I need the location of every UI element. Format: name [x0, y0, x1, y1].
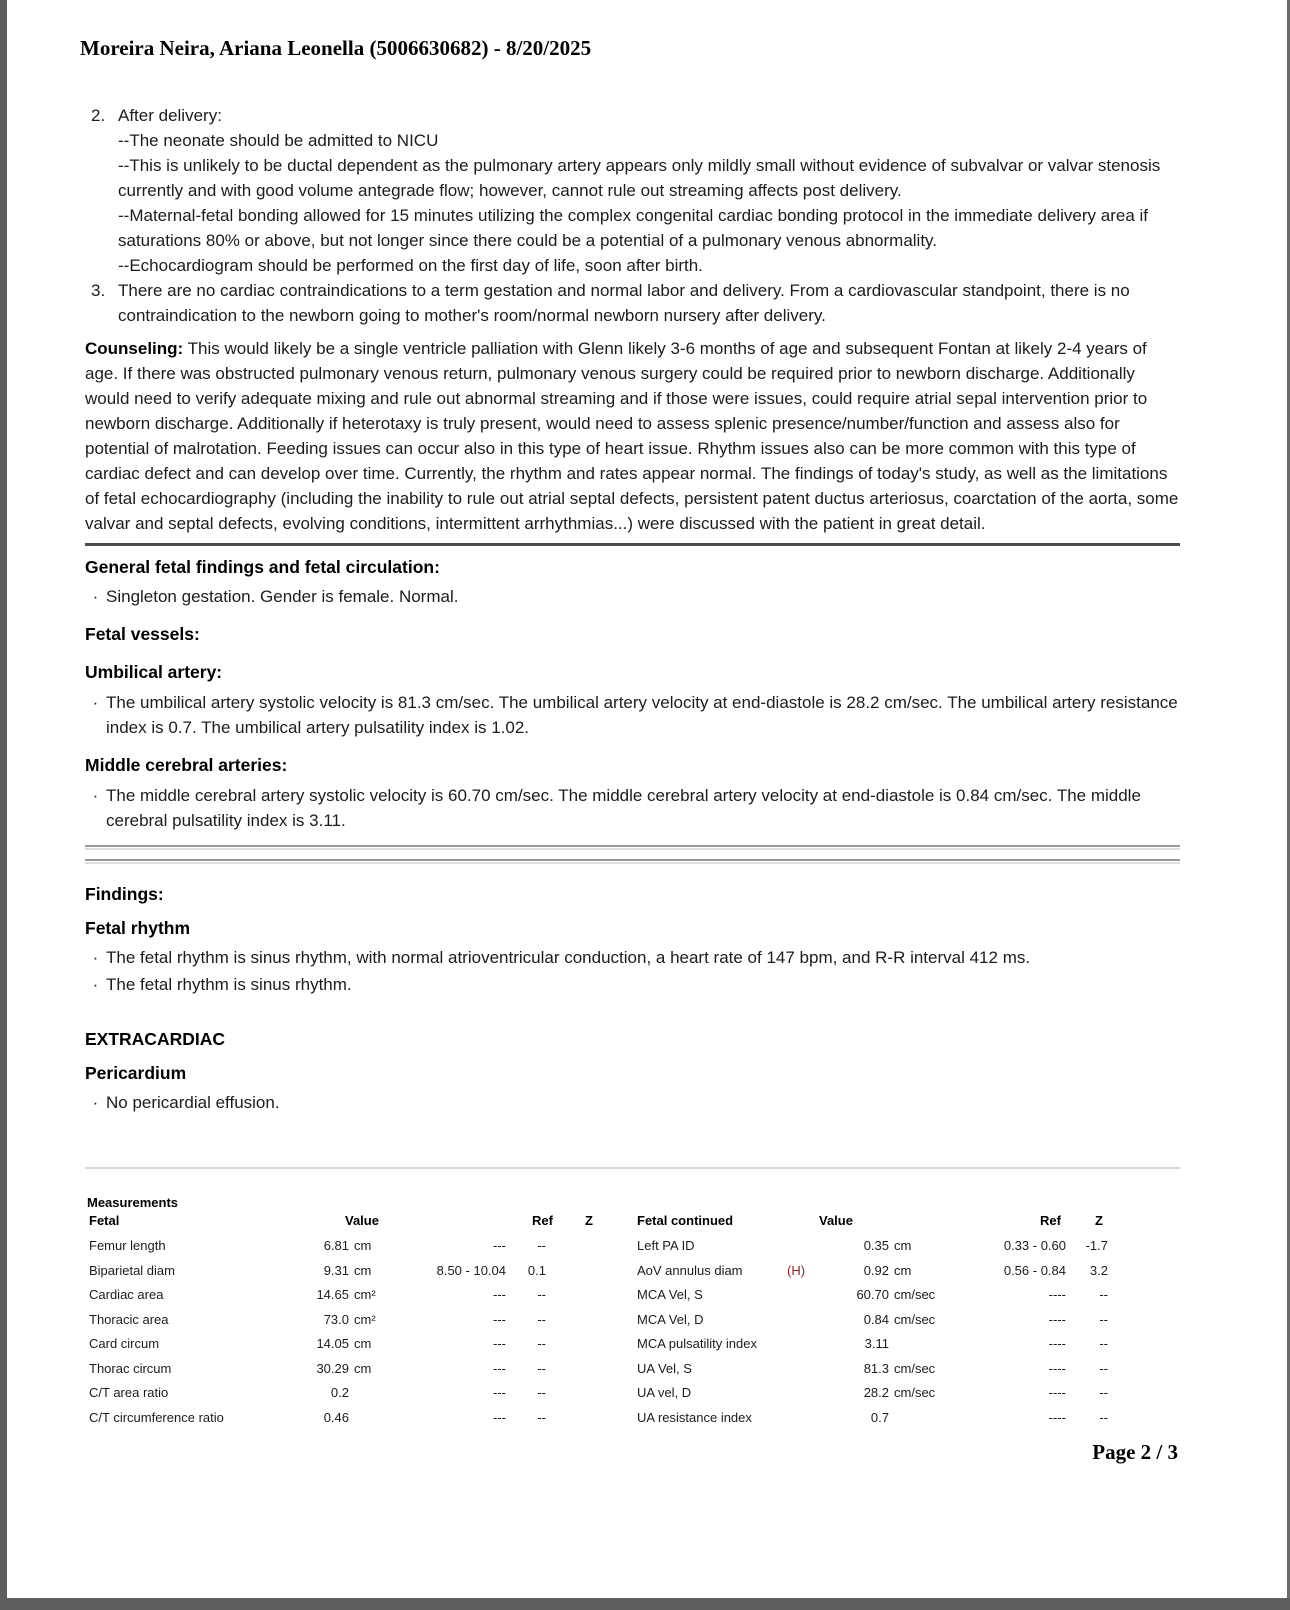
table-header-row [89, 1213, 593, 1238]
measurements-section [85, 1195, 1180, 1434]
measure-z: -- [537, 1385, 546, 1400]
heading-fetal-rhythm: Fetal rhythm [85, 918, 191, 938]
measure-label: AoV annulus diam [637, 1262, 743, 1278]
measure-ref: 8.50 - 10.04 [436, 1262, 506, 1278]
table-row [89, 1385, 559, 1410]
measure-z: -- [1099, 1409, 1108, 1425]
measurements-table-fetal-continued [637, 1213, 1117, 1434]
measure-unit: cm/sec [894, 1311, 936, 1327]
table-row [89, 1361, 559, 1386]
report-body [85, 103, 1180, 1434]
measure-value: 6.81 [323, 1238, 349, 1253]
measure-label: UA resistance index [637, 1409, 752, 1425]
measure-unit: cm/sec [894, 1360, 936, 1376]
measure-z: -- [1099, 1360, 1108, 1376]
table-row [637, 1312, 1117, 1337]
table-row [637, 1385, 1117, 1410]
measure-z: 0.1 [527, 1262, 546, 1278]
measure-z: -- [537, 1238, 546, 1253]
measure-value: 73.0 [323, 1311, 349, 1327]
measure-z: -- [1099, 1287, 1108, 1302]
table-row [89, 1238, 559, 1263]
measure-z: -- [537, 1336, 546, 1351]
measure-value: 28.2 [863, 1385, 889, 1400]
item-number: 3. [91, 281, 106, 300]
col-header-value: Value [345, 1213, 379, 1228]
measure-label: UA vel, D [637, 1385, 692, 1400]
measure-ref: ---- [1048, 1287, 1066, 1302]
numbered-item-3 [85, 278, 1180, 328]
measure-ref: --- [493, 1287, 506, 1302]
measure-label: MCA Vel, D [637, 1311, 704, 1327]
bullet-dot: · [92, 587, 99, 606]
measure-unit: cm [894, 1262, 912, 1278]
measure-label: Cardiac area [89, 1287, 164, 1302]
measure-label: MCA Vel, S [637, 1287, 703, 1302]
bullet-pericardium [85, 1090, 1180, 1115]
heading-fetal-vessels: Fetal vessels: [85, 624, 200, 644]
heading-extracardiac: EXTRACARDIAC [85, 1029, 225, 1049]
measure-label: Femur length [89, 1238, 166, 1253]
measure-value: 81.3 [863, 1360, 889, 1376]
measure-ref: ---- [1048, 1385, 1066, 1400]
bullet-text: No pericardial effusion. [106, 1093, 280, 1112]
table-header-row [637, 1213, 1117, 1238]
measure-ref: 0.33 - 0.60 [1003, 1238, 1066, 1253]
bullet-fetal-rhythm-1 [85, 945, 1180, 970]
table-row [637, 1263, 1117, 1288]
counseling-label: Counseling: [85, 339, 184, 358]
measure-value: 0.2 [330, 1385, 349, 1400]
measure-unit: cm/sec [894, 1385, 936, 1400]
item-subline: --This is unlikely to be ductal dependent as the pulmonary artery appears only mildly small without evidence of subvalvar or valvar stenosis currently and with good volume antegrade flow; however, cannot rule out streaming affects post delivery. [118, 156, 1161, 200]
bullet-text: The middle cerebral artery systolic velocity is 60.70 cm/sec. The middle cerebral artery velocity at end-diastole is 0.84 cm/sec. The middle cerebral pulsatility index is 3.11. [106, 786, 1141, 830]
measure-unit: cm [354, 1262, 372, 1278]
page-number: Page 2 / 3 [1092, 1440, 1178, 1464]
measure-value: 60.70 [856, 1287, 889, 1302]
measure-z: -- [537, 1360, 546, 1376]
heading-findings: Findings: [85, 884, 164, 904]
measure-ref: --- [493, 1311, 506, 1327]
measure-label: MCA pulsatility index [637, 1336, 757, 1351]
measure-value: 9.31 [323, 1262, 349, 1278]
viewer-left-edge [0, 0, 7, 1610]
measure-unit: cm [354, 1336, 372, 1351]
section-divider [85, 543, 1180, 546]
measure-ref: ---- [1048, 1360, 1066, 1376]
bullet-dot: · [92, 1093, 99, 1112]
table-row [89, 1336, 559, 1361]
measure-value: 0.46 [323, 1409, 349, 1425]
measure-label: Card circum [89, 1336, 160, 1351]
measure-label: Left PA ID [637, 1238, 695, 1253]
item-intro: After delivery: [118, 106, 222, 125]
bullet-text: The fetal rhythm is sinus rhythm. [106, 975, 352, 994]
measure-label: UA Vel, S [637, 1360, 692, 1376]
item-body: There are no cardiac contraindications to a term gestation and normal labor and delivery. From a cardiovascular standpoint, there is no contraindication to the newborn going to mother's room/normal newborn nursery after delivery. [118, 281, 1130, 325]
measure-label: Thoracic area [89, 1311, 169, 1327]
bullet-umbilical [85, 690, 1180, 740]
table-row [637, 1410, 1117, 1435]
measure-z: -- [537, 1287, 546, 1302]
table-row [637, 1361, 1117, 1386]
measure-value: 0.92 [863, 1262, 889, 1278]
numbered-item-2 [85, 103, 1180, 278]
measure-value: 30.29 [316, 1360, 349, 1376]
heading-pericardium: Pericardium [85, 1063, 187, 1083]
measure-ref: ---- [1048, 1311, 1066, 1327]
measure-unit: cm/sec [894, 1287, 936, 1302]
measure-z: -- [1099, 1311, 1108, 1327]
measure-ref: --- [493, 1336, 506, 1351]
bullet-fetal-rhythm-2 [85, 972, 1180, 997]
measure-value: 14.65 [316, 1287, 349, 1302]
measure-value: 0.84 [863, 1311, 889, 1327]
measure-label: C/T area ratio [89, 1385, 169, 1400]
bullet-mca [85, 783, 1180, 833]
bullet-dot: · [92, 693, 99, 712]
measure-ref: --- [493, 1360, 506, 1376]
measure-unit: cm [354, 1238, 372, 1253]
measure-z: -- [1099, 1336, 1108, 1351]
measure-unit: cm² [354, 1311, 376, 1327]
measurements-title: Measurements [87, 1195, 179, 1210]
heading-middle-cerebral: Middle cerebral arteries: [85, 755, 288, 775]
table-row [637, 1336, 1117, 1361]
measure-z: -1.7 [1085, 1238, 1108, 1253]
double-divider-2 [85, 859, 1180, 864]
measure-value: 0.7 [870, 1409, 889, 1425]
counseling-paragraph [85, 336, 1180, 536]
bullet-dot: · [92, 948, 99, 967]
table-row [89, 1263, 559, 1288]
bullet-general [85, 584, 1180, 609]
measure-ref: --- [493, 1238, 506, 1253]
col-header-z: Z [585, 1213, 593, 1228]
measure-z: -- [537, 1409, 546, 1425]
measure-value: 14.05 [316, 1336, 349, 1351]
measure-z: -- [1099, 1385, 1108, 1400]
heading-general-findings: General fetal findings and fetal circulation: [85, 557, 440, 577]
measure-label: C/T circumference ratio [89, 1409, 224, 1425]
bullet-dot: · [92, 975, 99, 994]
measurements-table-fetal [89, 1213, 593, 1434]
bullet-text: The fetal rhythm is sinus rhythm, with normal atrioventricular conduction, a heart rate of 147 bpm, and R-R interval 412 ms. [106, 948, 1031, 967]
measure-ref: ---- [1048, 1336, 1066, 1351]
measure-value: 3.11 [864, 1336, 889, 1351]
item-subline: --Maternal-fetal bonding allowed for 15 minutes utilizing the complex congenital cardiac bonding protocol in the immediate delivery area if saturations 80% or above, but not longer since there could be a potential of a pulmonary venous abnormality. [118, 206, 1149, 250]
measure-value: 0.35 [863, 1238, 889, 1253]
col-header-ref: Ref [532, 1213, 553, 1228]
measure-label: Biparietal diam [89, 1262, 175, 1278]
item-subline: --Echocardiogram should be performed on the first day of life, soon after birth. [118, 256, 703, 275]
col-header-value: Value [819, 1213, 853, 1228]
col-header-ref: Ref [1040, 1213, 1061, 1228]
table-row [89, 1287, 559, 1312]
measure-z: -- [537, 1311, 546, 1327]
item-body [118, 103, 1180, 278]
counseling-text: This would likely be a single ventricle palliation with Glenn likely 3-6 months of age and subsequent Fontan at likely 2-4 years of age. If there was obstructed pulmonary venous return, pulmonary venous surgery could be required prior to newborn discharge. Additionally would need to verify adequate mixing and rule out abnormal streaming and if those were issues, could require atrial sepal intervention prior to newborn discharge. Additionally if heterotaxy is truly present, would need to assess splenic presence/number/function and assess also for potential of malrotation. Feeding issues can occur also in this type of heart issue. Rhythm issues also can be more common with this type of cardiac defect and can develop over time. Currently, the rhythm and rates appear normal. The findings of today's study, as well as the limitations of fetal echocardiography (including the inability to rule out atrial septal defects, persistent patent ductus arteriosus, coarctation of the aorta, some valvar and septal defects, evolving conditions, intermittent arrhythmias...) were discussed with the patient in great detail. [85, 339, 1179, 533]
table-row [89, 1410, 559, 1435]
measure-ref: 0.56 - 0.84 [1003, 1262, 1066, 1278]
col-header-name: Fetal continued [637, 1213, 734, 1228]
measure-label: Thorac circum [89, 1360, 172, 1376]
item-subline: --The neonate should be admitted to NICU [118, 131, 439, 150]
patient-header: Moreira Neira, Ariana Leonella (5006630682) - 8/20/2025 [80, 36, 592, 60]
measure-ref: ---- [1048, 1409, 1066, 1425]
viewer-bottom-edge [0, 1598, 1290, 1610]
measurements-tables [85, 1213, 1180, 1434]
spacer [85, 833, 1180, 845]
measure-flag: (H) [787, 1262, 806, 1278]
item-number: 2. [91, 106, 106, 125]
bullet-text: Singleton gestation. Gender is female. Normal. [106, 587, 459, 606]
measure-ref: --- [493, 1409, 506, 1425]
col-header-name: Fetal [89, 1213, 120, 1228]
measurements-divider [85, 1167, 1180, 1169]
measure-unit: cm [354, 1360, 372, 1376]
measure-unit: cm [894, 1238, 912, 1253]
double-divider-1 [85, 845, 1180, 850]
bullet-dot: · [92, 786, 99, 805]
measure-unit: cm² [354, 1287, 376, 1302]
measure-ref: --- [493, 1385, 506, 1400]
table-row [637, 1238, 1117, 1263]
measure-z: 3.2 [1089, 1262, 1108, 1278]
heading-umbilical-artery: Umbilical artery: [85, 662, 223, 682]
table-row [637, 1287, 1117, 1312]
col-header-z: Z [1095, 1213, 1103, 1228]
bullet-text: The umbilical artery systolic velocity is 81.3 cm/sec. The umbilical artery velocity at end-diastole is 28.2 cm/sec. The umbilical artery resistance index is 0.7. The umbilical artery pulsatility index is 1.02. [106, 693, 1178, 737]
table-row [89, 1312, 559, 1337]
